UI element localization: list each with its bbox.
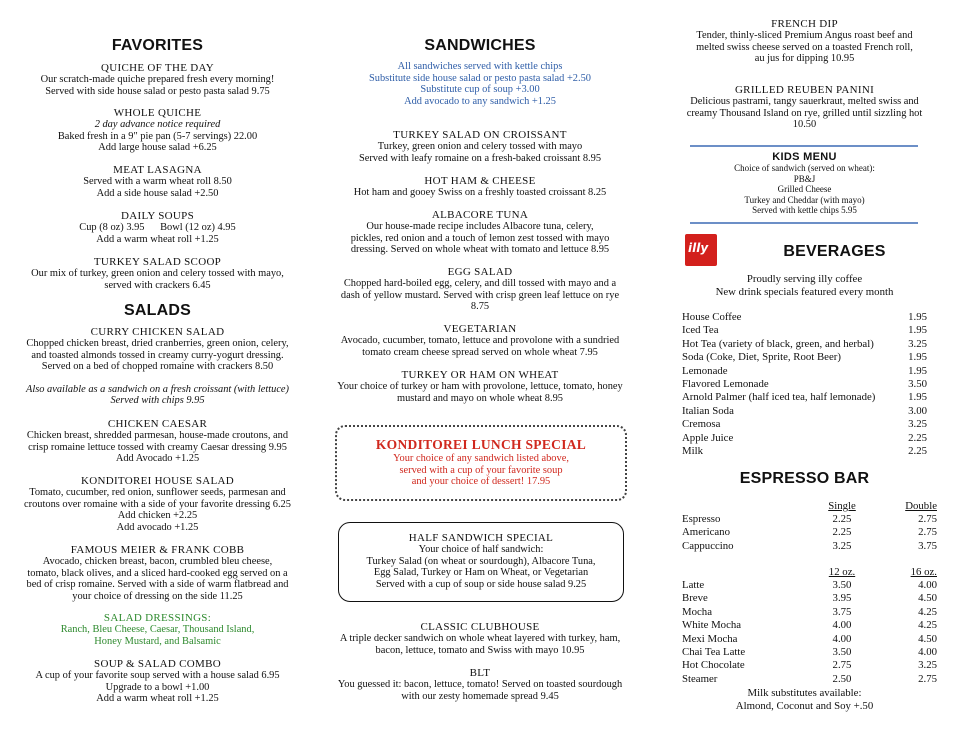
beverage-name: Milk	[682, 445, 703, 457]
item-desc: Upgrade to a bowl +1.00	[105, 681, 210, 693]
item-desc: your choice of dressing on the side 11.25	[72, 590, 243, 602]
drink-name: Mexi Mocha	[682, 632, 738, 645]
special-title: KONDITOREI LUNCH SPECIAL	[375, 437, 587, 452]
item-egg-salad	[325, 266, 635, 313]
intro-line: Proudly serving illy coffee	[746, 273, 863, 285]
drink-name: Steamer	[682, 672, 718, 685]
item-desc: creamy Thousand Island on rye, grilled until sizzling hot	[686, 107, 923, 119]
item-name: QUICHE OF THE DAY	[101, 62, 214, 74]
beverage-name: Italian Soda	[682, 404, 734, 417]
item-quiche-of-the-day	[10, 62, 305, 97]
item-desc: Your choice of half sandwich:	[418, 544, 544, 555]
item-desc: Your choice of turkey or ham with provolone, lettuce, tomato, honey	[337, 381, 623, 392]
item-desc: crisp romaine lettuce tossed with creamy Caesar dressing 9.95	[28, 441, 287, 453]
drink-name: Latte	[682, 579, 705, 591]
item-note: 2 day advance notice required	[94, 119, 221, 130]
beverage-name: Apple Juice	[682, 431, 734, 444]
item-desc: Served with side house salad or pesto pasta salad 9.75	[45, 85, 270, 97]
item-desc: Delicious pastrami, tangy sauerkraut, melted swiss and	[690, 96, 919, 107]
item-desc: Add avocado +1.25	[116, 521, 199, 533]
drink-name: Hot Chocolate	[682, 659, 745, 672]
drink-name: Cappuccino	[682, 539, 734, 552]
item-desc: Chicken breast, shredded parmesan, house-made croutons, and	[26, 430, 289, 441]
beverage-row	[682, 378, 927, 391]
item-house-salad	[10, 475, 305, 533]
item-desc: and toasted almonds tossed in creamy curry-yogurt dressing.	[31, 349, 284, 361]
salad-dressings	[10, 612, 305, 647]
beverage-row	[682, 391, 927, 404]
beverage-row	[682, 311, 927, 324]
beverage-name: House Coffee	[682, 311, 742, 323]
item-name: MEAT LASAGNA	[113, 164, 202, 176]
beverage-name: Hot Tea (variety of black, green, and herbal)	[682, 337, 874, 350]
item-desc: Egg Salad, Turkey or Ham on Wheat, or Vegetarian	[373, 567, 589, 579]
item-name: CURRY CHICKEN SALAD	[90, 326, 225, 338]
note-line: Milk substitutes available:	[747, 687, 862, 699]
price-large: 4.25	[918, 605, 937, 618]
kids-menu-title: KIDS MENU	[772, 151, 837, 163]
item-name: HALF SANDWICH SPECIAL	[408, 532, 554, 544]
price-small: 3.75	[832, 605, 852, 618]
kids-item: Turkey and Cheddar (with mayo)	[744, 194, 865, 205]
salads-heading: SALADS	[124, 302, 191, 319]
item-desc: Turkey, green onion and celery tossed with mayo	[377, 141, 583, 152]
divider	[690, 145, 918, 147]
item-name: ALBACORE TUNA	[431, 209, 529, 221]
item-desc: Add chicken +2.25	[117, 510, 198, 522]
item-name: CLASSIC CLUBHOUSE	[420, 621, 540, 633]
item-whole-quiche	[10, 107, 305, 154]
item-french-dip	[662, 18, 947, 65]
item-desc: bacon, lettuce, tomato and Swiss with mayo 10.95	[375, 644, 585, 656]
item-desc: Our mix of turkey, green onion and celery tossed with mayo,	[31, 268, 284, 279]
beverage-row	[682, 338, 927, 351]
beverage-price: 1.95	[908, 311, 927, 323]
beverages-intro	[662, 273, 947, 299]
item-desc: Served on a bed of chopped romaine with crackers 8.50	[41, 361, 274, 373]
item-desc: served with crackers 6.45	[104, 279, 211, 291]
drink-name: Chai Tea Latte	[682, 646, 746, 658]
beverage-row	[682, 351, 927, 364]
price-small: 2.25	[832, 513, 852, 525]
illy-logo-text: illy	[688, 241, 709, 255]
item-desc: bed of crisp romaine. Served with a side of warm flatbread and	[26, 579, 289, 591]
note-line: Substitute cup of soup +3.00	[420, 84, 540, 96]
item-vegetarian	[325, 323, 635, 358]
size-header: 16 oz.	[910, 566, 937, 578]
item-desc: Served with a warm wheat roll 8.50	[83, 176, 232, 187]
price-large: 2.75	[918, 672, 937, 685]
item-desc: Baked fresh in a 9" pie pan (5-7 servings) 22.00	[57, 130, 258, 142]
half-sandwich-box	[338, 522, 624, 602]
price-small: 2.50	[832, 672, 852, 685]
item-name: FAMOUS MEIER & FRANK COBB	[70, 544, 245, 556]
kids-menu	[662, 151, 947, 216]
item-desc: Ranch, Bleu Cheese, Caesar, Thousand Island,	[60, 624, 255, 635]
beverage-row	[682, 365, 927, 378]
item-desc: pickles, red onion and a touch of lemon zest tossed with mayo	[350, 232, 610, 244]
item-albacore-tuna	[325, 209, 635, 256]
size-header: Double	[905, 500, 937, 512]
item-desc: dash of yellow mustard. Served with crisp green leaf lettuce on rye	[340, 289, 620, 301]
item-curry-chicken-salad	[10, 326, 305, 407]
item-name: WHOLE QUICHE	[113, 107, 202, 119]
milk-substitutes	[662, 687, 947, 713]
beverage-price: 3.50	[908, 378, 927, 390]
item-turkey-salad-scoop	[10, 256, 305, 291]
beverage-name: Flavored Lemonade	[682, 378, 769, 390]
note-line: Substitute side house salad or pesto pasta salad +2.50	[368, 72, 591, 84]
item-desc: Chopped chicken breast, dried cranberries, green onion, celery,	[26, 338, 289, 349]
item-desc: with our zesty homemade spread 9.45	[401, 690, 559, 702]
beverage-row	[682, 405, 927, 418]
item-desc: melted swiss cheese served on a toasted French roll,	[696, 41, 913, 53]
price-small: 3.50	[832, 579, 852, 591]
beverage-price: 2.25	[908, 445, 927, 457]
item-name: BLT	[469, 667, 491, 679]
item-hot-ham-cheese	[325, 175, 635, 199]
item-daily-soups	[10, 210, 305, 245]
beverage-price: 3.25	[908, 337, 927, 350]
sandwiches-heading: SANDWICHES	[424, 37, 536, 54]
espresso-bar-heading: ESPRESSO BAR	[739, 470, 870, 487]
kids-desc: Served with kettle chips 5.95	[752, 205, 857, 216]
beverage-price: 1.95	[908, 364, 927, 377]
item-desc: au jus for dipping 10.95	[754, 53, 855, 65]
beverage-price: 1.95	[908, 324, 927, 337]
item-turkey-ham-wheat	[325, 369, 635, 404]
price-small: 3.25	[832, 539, 852, 552]
price-small: 4.00	[832, 632, 852, 645]
note-line: All sandwiches served with kettle chips	[397, 61, 563, 72]
drink-name: Espresso	[682, 513, 721, 525]
special-desc: served with a cup of your favorite soup	[399, 464, 563, 476]
item-name: DAILY SOUPS	[121, 210, 194, 222]
item-note: Also available as a sandwich on a fresh croissant (with lettuce)	[25, 383, 289, 395]
item-name: VEGETARIAN	[443, 323, 517, 335]
item-name: SALAD DRESSINGS:	[103, 612, 212, 624]
note-line: Add avocado to any sandwich +1.25	[404, 95, 556, 107]
item-soup-salad-combo	[10, 658, 305, 705]
price-large: 4.25	[918, 619, 937, 632]
item-desc: A triple decker sandwich on whole wheat layered with turkey, ham,	[339, 633, 621, 644]
kids-item: Grilled Cheese	[777, 184, 832, 195]
kids-desc: Choice of sandwich (served on wheat):	[734, 163, 875, 173]
item-desc: Avocado, chicken breast, bacon, crumbled bleu cheese,	[42, 556, 273, 567]
price-small: 3.50	[832, 646, 852, 658]
item-desc: Add a side house salad +2.50	[96, 187, 219, 199]
item-desc: Add a warm wheat roll +1.25	[96, 693, 219, 705]
beverage-row	[682, 432, 927, 445]
price-small: 2.25	[832, 526, 852, 539]
item-desc: Tender, thinly-sliced Premium Angus roast beef and	[696, 30, 913, 41]
item-desc: Add Avocado +1.25	[115, 453, 200, 465]
price-large: 2.75	[918, 513, 937, 525]
price-large: 4.00	[918, 579, 937, 591]
price-large: 4.00	[918, 646, 937, 658]
beverage-price: 3.00	[908, 404, 927, 417]
item-desc: Turkey Salad (on wheat or sourdough), Albacore Tuna,	[366, 555, 596, 567]
sandwich-notes	[325, 61, 635, 107]
lunch-special-box	[335, 425, 627, 501]
item-name: CHICKEN CAESAR	[107, 418, 208, 430]
item-desc: Honey Mustard, and Balsamic	[94, 635, 221, 647]
drink-name: Americano	[682, 526, 730, 539]
item-desc: Hot ham and gooey Swiss on a freshly toasted croissant 8.25	[353, 187, 607, 198]
item-desc: Chopped hard-boiled egg, celery, and dill tossed with mayo and a	[343, 278, 617, 289]
item-blt	[325, 667, 635, 702]
item-reuben-panini	[662, 84, 947, 131]
item-note: Served with chips 9.95	[110, 395, 205, 407]
special-desc: and your choice of dessert! 17.95	[411, 476, 551, 488]
intro-line: New drink specials featured every month	[715, 286, 894, 298]
beverage-row	[682, 324, 927, 337]
price-large: 2.75	[918, 526, 937, 539]
price-large: 4.50	[918, 632, 937, 645]
item-name: SOUP & SALAD COMBO	[94, 658, 221, 670]
item-desc: Cup (8 oz) 3.95 Bowl (12 oz) 4.95	[79, 222, 236, 233]
price-small: 4.00	[832, 619, 852, 632]
beverage-price: 1.95	[908, 351, 927, 364]
item-desc: You guessed it: bacon, lettuce, tomato! Served on toasted sourdough	[337, 679, 623, 690]
item-desc: 8.75	[470, 301, 490, 313]
item-classic-clubhouse	[325, 621, 635, 656]
beverage-price: 1.95	[908, 391, 927, 404]
item-name: FRENCH DIP	[771, 18, 838, 30]
item-desc: 10.50	[792, 119, 817, 131]
item-desc: Served with a cup of soup or side house salad 9.25	[375, 578, 587, 590]
item-desc: croutons over romaine with a side of your favorite dressing 6.25	[24, 498, 291, 510]
beverage-name: Soda (Coke, Diet, Sprite, Root Beer)	[682, 351, 841, 364]
price-small: 2.75	[832, 659, 852, 672]
price-large: 3.75	[918, 539, 937, 552]
beverage-name: Cremosa	[682, 418, 721, 431]
item-desc: Add a warm wheat roll +1.25	[96, 233, 219, 245]
item-chicken-caesar	[10, 418, 305, 465]
item-name: TURKEY SALAD ON CROISSANT	[393, 129, 567, 141]
item-desc: A cup of your favorite soup served with a house salad 6.95	[35, 670, 280, 681]
size-header: 12 oz.	[828, 566, 856, 578]
special-desc: Your choice of any sandwich listed above,	[393, 453, 569, 464]
item-desc: dressing. Served on whole wheat with tomato and lettuce 8.95	[350, 244, 610, 256]
drink-name: Breve	[682, 592, 708, 605]
item-name: HOT HAM & CHEESE	[424, 175, 536, 187]
item-name: KONDITOREI HOUSE SALAD	[80, 475, 235, 487]
item-meat-lasagna	[10, 164, 305, 199]
beverage-name: Iced Tea	[682, 324, 719, 337]
price-small: 3.95	[832, 592, 852, 605]
beverage-price: 3.25	[908, 418, 927, 431]
item-desc: Our scratch-made quiche prepared fresh every morning!	[40, 74, 275, 85]
item-name: GRILLED REUBEN PANINI	[734, 84, 875, 96]
beverages-heading: BEVERAGES	[783, 243, 886, 260]
item-desc: mustard and mayo on whole wheat 8.95	[397, 392, 563, 404]
item-desc: Our house-made recipe includes Albacore tuna, celery,	[366, 221, 594, 232]
item-name: EGG SALAD	[447, 266, 513, 278]
item-name: TURKEY SALAD SCOOP	[93, 256, 222, 268]
size-header: Single	[828, 500, 856, 512]
item-desc: Avocado, cucumber, tomato, lettuce and provolone with a sundried	[340, 335, 620, 346]
beverage-price: 2.25	[908, 431, 927, 444]
item-cobb-salad	[10, 544, 305, 602]
note-line: Almond, Coconut and Soy +.50	[735, 700, 874, 712]
price-large: 3.25	[918, 659, 937, 672]
drink-name: White Mocha	[682, 619, 742, 632]
illy-logo	[685, 234, 717, 266]
favorites-heading: FAVORITES	[111, 37, 204, 54]
item-desc: tomato cream cheese spread served on whole wheat 7.95	[362, 346, 598, 358]
item-desc: Tomato, cucumber, red onion, sunflower seeds, parmesan and	[29, 487, 286, 498]
item-desc: Served with leafy romaine on a fresh-baked croissant 8.95	[358, 152, 602, 164]
beverage-row	[682, 445, 927, 458]
beverage-row	[682, 418, 927, 431]
price-large: 4.50	[918, 592, 937, 605]
beverage-name: Lemonade	[682, 364, 728, 377]
drink-name: Mocha	[682, 605, 712, 618]
item-name: TURKEY OR HAM ON WHEAT	[401, 369, 559, 381]
kids-item: PB&J	[793, 173, 816, 184]
divider	[690, 222, 918, 224]
item-desc: Add large house salad +6.25	[98, 142, 217, 154]
beverage-name: Arnold Palmer (half iced tea, half lemonade)	[682, 391, 876, 404]
item-turkey-croissant	[325, 129, 635, 164]
item-desc: tomato, black olives, and a sliced hard-cooked egg served on a	[27, 567, 288, 579]
